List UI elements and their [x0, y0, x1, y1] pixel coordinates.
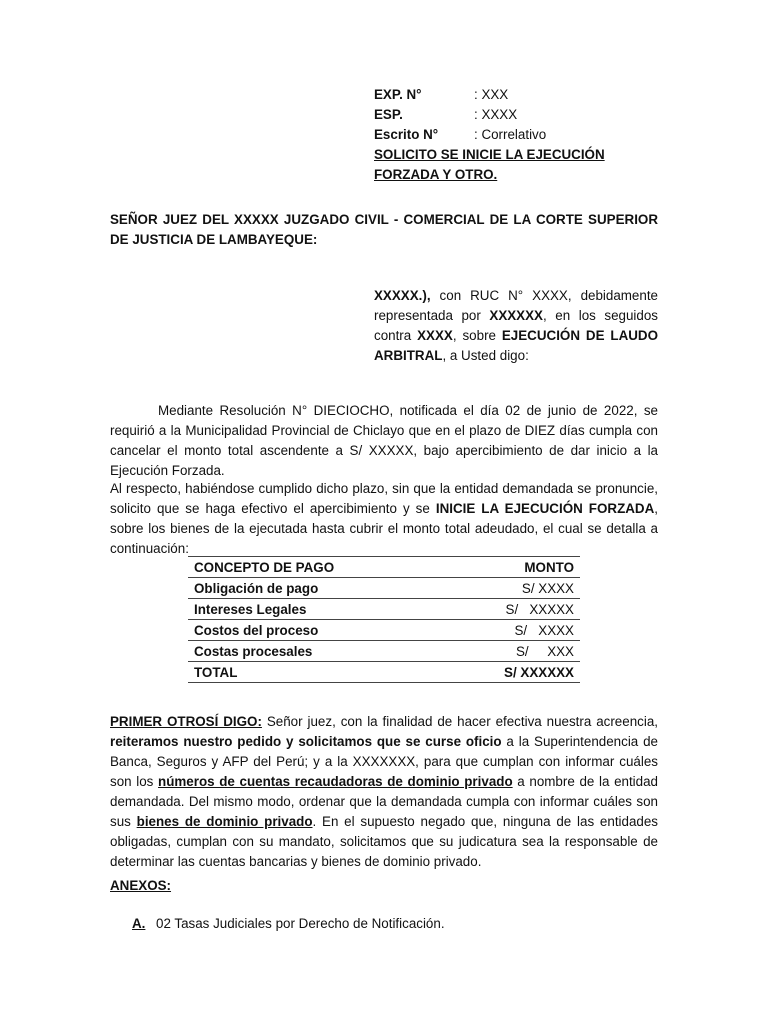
annexes-title: ANEXOS:: [110, 878, 172, 893]
table-header-row: [188, 557, 580, 578]
annex-text: 02 Tasas Judiciales por Derecho de Notificación.: [156, 916, 445, 931]
paragraph-resolution: Mediante Resolución N° DIECIOCHO, notificada el día 02 de junio de 2022, se requirió a la Municipalidad Provincial de Chiclayo que en el plazo de DIEZ días cumpla con cancelar el monto total ascendente a S/ XXXXX, bajo apercibimiento de dar inicio a la Ejecución Forzada.: [110, 403, 658, 478]
addressee: SEÑOR JUEZ DEL XXXXX JUZGADO CIVIL - COMERCIAL DE LA CORTE SUPERIOR DE JUSTICIA DE LAMBAYEQUE:: [110, 212, 658, 247]
header-key: Escrito N°: [374, 127, 439, 142]
paragraph-text: , sobre los bienes de la ejecutada hasta cubrir el monto total adeudado, el cual se detalla a continuación:: [110, 501, 658, 556]
paragraph-otrosi: [110, 712, 658, 872]
table-total-amount: S/ XXXXXX: [443, 662, 580, 683]
header-value: : Correlativo: [474, 127, 547, 142]
defendant-name: XXXX: [417, 328, 453, 343]
table-total-label: TOTAL: [188, 662, 443, 683]
header-row-exp: [374, 85, 664, 105]
intro-text: , en los seguidos contra: [374, 308, 658, 343]
table-row: [188, 641, 580, 662]
header-value: : XXXX: [474, 107, 518, 122]
payment-table: [188, 556, 580, 683]
party-name: XXXXX.),: [374, 288, 431, 303]
table-row: [188, 578, 580, 599]
intro-paragraph: [374, 286, 658, 366]
header-row-escrito: [374, 125, 664, 145]
paragraph-text: . En el supuesto negado que, ninguna de las entidades obligadas, cumplan con su mandato, solicitamos que su judicatura sea la responsable de determinar las cuentas bancarias y bienes de dominio privado.: [110, 814, 659, 869]
header-value: : XXX: [474, 87, 509, 102]
emphasis-underlined-text: números de cuentas recaudadoras de dominio privado: [158, 774, 513, 789]
emphasis-text: reiteramos nuestro pedido y solicitamos que se curse oficio: [110, 734, 502, 749]
paragraph-text: Al respecto, habiéndose cumplido dicho plazo, sin que la entidad demandada se pronuncie, solicito que se haga efectivo el apercibimiento y se: [110, 481, 658, 516]
table-row: [188, 620, 580, 641]
table-header-amount: MONTO: [443, 557, 580, 578]
paragraph-request: [110, 479, 658, 559]
intro-text: con RUC N° XXXX, debidamente representada por: [374, 288, 658, 323]
table-total-row: [188, 662, 580, 683]
paragraph-text: a nombre de la entidad demandada. Del mismo modo, ordenar que la demandada cumpla con informar cuáles son sus: [110, 774, 658, 829]
table-cell-concept: Costas procesales: [188, 641, 443, 662]
paragraph-text: Señor juez, con la finalidad de hacer efectiva nuestra acreencia,: [261, 714, 658, 729]
representative-name: XXXXXX: [489, 308, 543, 323]
table-cell-amount: S/ XXXX: [443, 620, 580, 641]
otrosi-heading: PRIMER OTROSÍ DIGO:: [110, 714, 262, 729]
emphasis-text: INICIE LA EJECUCIÓN FORZADA: [435, 501, 655, 516]
table-cell-concept: Obligación de pago: [188, 578, 443, 599]
table-row: [188, 599, 580, 620]
header-key: ESP.: [374, 107, 403, 122]
header-row-esp: [374, 105, 664, 125]
table-cell-concept: Intereses Legales: [188, 599, 443, 620]
header-key: EXP. N°: [374, 87, 422, 102]
case-header: [374, 85, 664, 185]
table-cell-amount: S/ XXXXX: [443, 599, 580, 620]
table-cell-amount: S/ XXX: [443, 641, 580, 662]
document-subject: SOLICITO SE INICIE LA EJECUCIÓN FORZADA Y OTRO.: [374, 147, 605, 182]
table-header-concept: CONCEPTO DE PAGO: [188, 557, 443, 578]
table-cell-amount: S/ XXXX: [443, 578, 580, 599]
emphasis-underlined-text: bienes de dominio privado: [136, 814, 313, 829]
annex-item: [132, 916, 445, 931]
paragraph-text: a la Superintendencia de Banca, Seguros y AFP del Perú; y a la XXXXXXX, para que cumplan con informar cuáles son los: [110, 734, 658, 789]
intro-text: , a Usted digo:: [442, 348, 529, 363]
matter: EJECUCIÓN DE LAUDO ARBITRAL: [374, 328, 659, 363]
intro-text: , sobre: [452, 328, 502, 343]
table-cell-concept: Costos del proceso: [188, 620, 443, 641]
annex-letter: A.: [132, 916, 146, 931]
